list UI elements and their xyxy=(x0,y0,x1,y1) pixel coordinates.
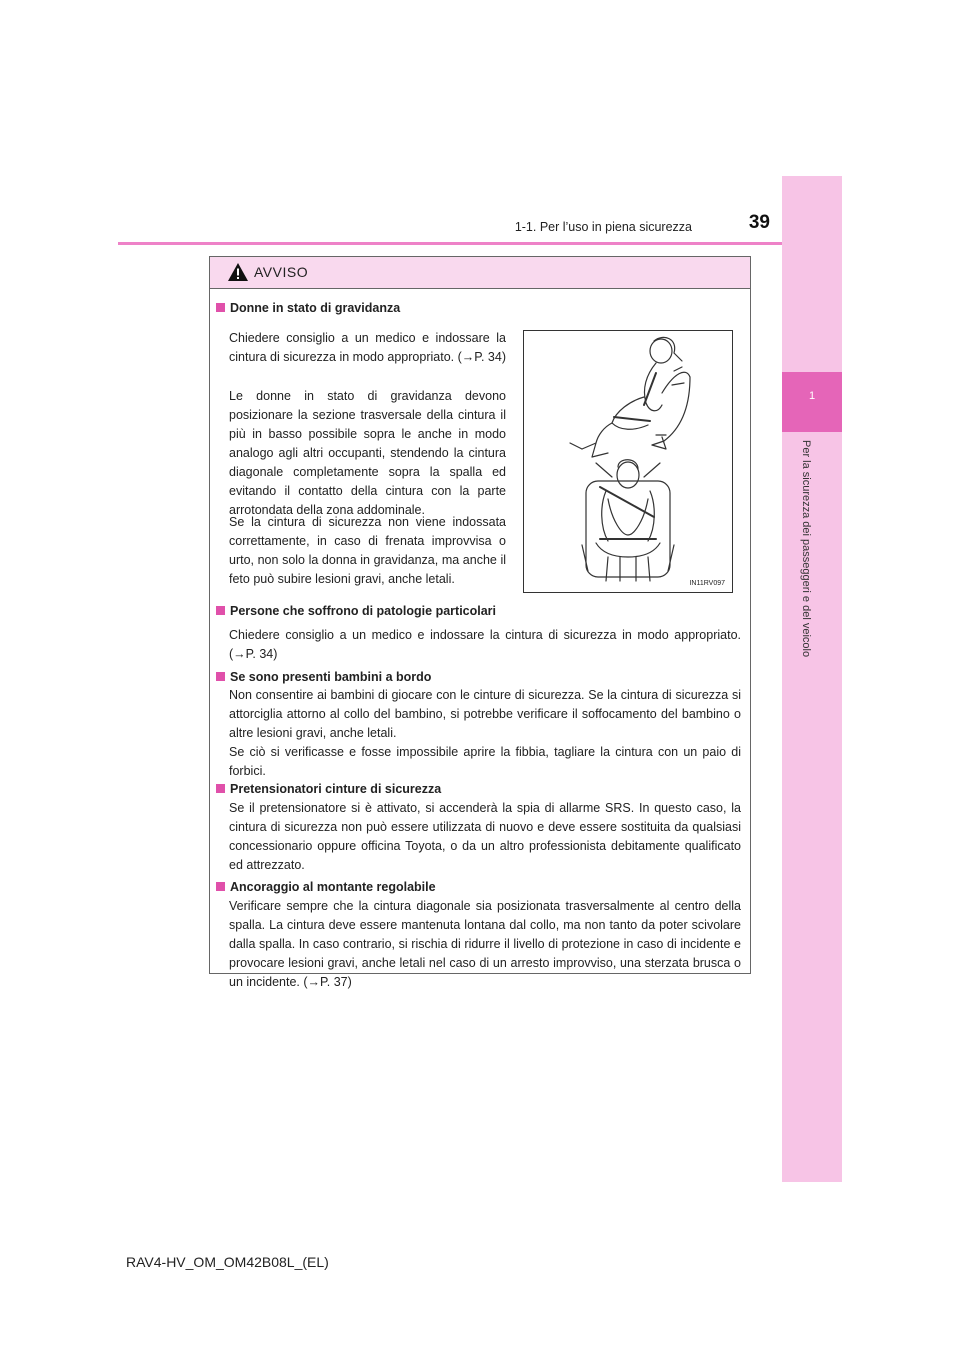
bullet-square-icon xyxy=(216,606,225,615)
seatbelt-diagram xyxy=(524,331,732,592)
page-number: 39 xyxy=(748,212,770,233)
paragraph: Verificare sempre che la cintura diagonale sia posizionata trasversalmente al centro della spalla. La cintura deve essere mantenuta lontana dal collo, ma non tanto da poter scivolare dalla spalla. In caso contrario, si rischia di ridurre il livello di protezione in caso di incidente e provocare lesioni gravi, anche letali nel caso di un arresto improvviso, una sterzata brusca o un incidente. (→P. 37) xyxy=(229,899,741,989)
chapter-title: Per la sicurezza dei passeggeri e del veicolo xyxy=(800,440,812,658)
header-rule xyxy=(118,242,782,245)
section-heading-conditions: Persone che soffrono di patologie particolari xyxy=(216,604,496,618)
chapter-number: 1 xyxy=(808,390,816,402)
bullet-square-icon xyxy=(216,303,225,312)
warning-box xyxy=(209,256,751,989)
paragraph: Le donne in stato di gravidanza devono posizionare la sezione trasversale della cintura il più in basso possibile sopra le anche in modo analogo agli altri occupanti, stendendo la cintura diagonale completamente sopra la spalla ed evitando il contatto della cintura con la parte arrotondata della zona addominale. xyxy=(229,389,506,517)
section-heading-pregnancy: Donne in stato di gravidanza xyxy=(216,301,400,315)
chapter-title-vertical xyxy=(796,440,816,690)
section-heading-pretensioners: Pretensionatori cinture di sicurezza xyxy=(216,782,441,796)
paragraph: Chiedere consiglio a un medico e indossare la cintura di sicurezza in modo appropriato. (→P. 34) xyxy=(229,628,741,661)
paragraph: Chiedere consiglio a un medico e indossare la cintura di sicurezza in modo appropriato. (→P. 34) xyxy=(229,331,506,364)
document-code: RAV4-HV_OM_OM42B08L_(EL) xyxy=(126,1254,329,1270)
bullet-square-icon xyxy=(216,882,225,891)
pregnant-seatbelt-illustration xyxy=(523,330,733,593)
section-heading-children: Se sono presenti bambini a bordo xyxy=(216,670,431,684)
section-heading-anchor: Ancoraggio al montante regolabile xyxy=(216,880,436,894)
bullet-square-icon xyxy=(216,672,225,681)
bullet-square-icon xyxy=(216,784,225,793)
paragraph: Se il pretensionatore si è attivato, si accenderà la spia di allarme SRS. In questo caso, la cintura di sicurezza non può essere utilizzata di nuovo e deve essere sostituita da qualsiasi concessionario oppure officina Toyota, o da un altro professionista debitamente qualificato ed attrezzato. xyxy=(229,801,741,872)
section-title: 1-1. Per l’uso in piena sicurezza xyxy=(514,220,692,234)
figure-code: IN11RV097 xyxy=(689,580,725,587)
chapter-number-tab xyxy=(782,372,842,432)
paragraph: Se la cintura di sicurezza non viene indossata correttamente, in caso di frenata improvvisa o urto, non solo la donna in gravidanza, ma anche il feto può subire lesioni gravi, anche letali. xyxy=(229,515,506,586)
warning-triangle-icon xyxy=(227,262,249,282)
warning-header xyxy=(210,257,750,289)
paragraph: Se ciò si verificasse e fosse impossibile aprire la fibbia, tagliare la cintura con un paio di forbici. xyxy=(229,745,741,778)
warning-title: AVVISO xyxy=(254,264,309,280)
paragraph: Non consentire ai bambini di giocare con le cinture di sicurezza. Se la cintura di sicurezza si attorciglia attorno al collo del bambino, si potrebbe verificare il soffocamento del bambino o altre lesioni gravi, anche letali. xyxy=(229,688,741,740)
